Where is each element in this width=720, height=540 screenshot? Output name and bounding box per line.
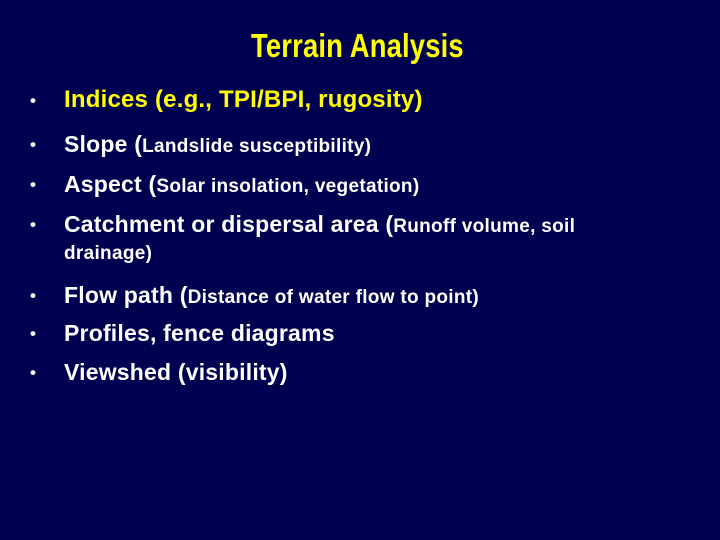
bullet-icon: •: [30, 286, 36, 305]
bullet-main-text: Catchment or dispersal area (: [64, 211, 394, 237]
bullet-icon: •: [30, 324, 36, 343]
bullet-icon: •: [30, 215, 36, 234]
bullet-main-text: Profiles, fence diagrams: [64, 320, 335, 346]
bullet-continuation-text: drainage): [64, 243, 153, 264]
bullet-detail-text: Runoff volume, soil: [393, 216, 576, 237]
bullet-detail-text: Distance of water flow to point): [187, 287, 480, 308]
bullet-detail-text: Landslide susceptibility): [142, 136, 372, 157]
bullet-main-text: Viewshed (visibility): [64, 359, 288, 385]
bullet-icon: •: [30, 135, 36, 154]
bullet-main-text: Aspect (: [64, 171, 157, 197]
bullet-icon: •: [30, 175, 36, 194]
bullet-main-text: Flow path (: [64, 282, 188, 308]
bullet-main-text: Indices (e.g., TPI/BPI, rugosity): [64, 86, 423, 113]
slide-title: Terrain Analysis: [251, 27, 464, 64]
bullet-main-text: Slope (: [64, 131, 143, 157]
bullet-detail-text: Solar insolation, vegetation): [156, 176, 420, 197]
bullet-icon: •: [30, 91, 36, 110]
bullet-icon: •: [30, 363, 36, 382]
